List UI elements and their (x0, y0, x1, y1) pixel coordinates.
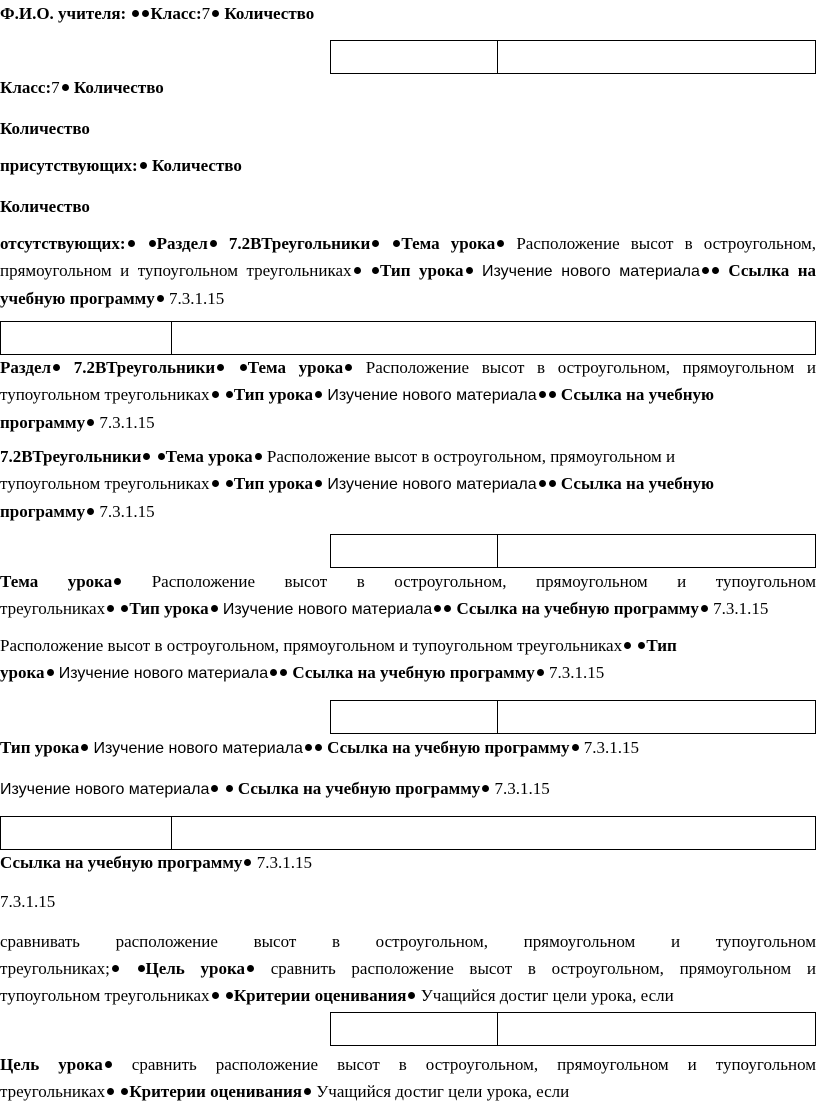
paragraph (0, 849, 816, 876)
program-code: 7.3.1.15 (256, 853, 312, 872)
header-line (0, 0, 816, 27)
text-line (0, 632, 816, 659)
program-code-line: 7.3.1.15 (0, 892, 56, 911)
topic-value: тупоугольном треугольниках (0, 474, 210, 493)
count-label: Количество (73, 78, 164, 97)
table-cell (497, 41, 815, 73)
bullet-icon (354, 267, 361, 274)
bullet-icon (247, 965, 254, 972)
table-cell (331, 701, 497, 733)
lesson-goal-label: Цель урока (0, 1055, 103, 1074)
bullet-icon (62, 84, 69, 91)
bullet-icon (572, 744, 579, 751)
lesson-type-value: Изучение нового материала (0, 781, 210, 798)
lesson-type-label: Тип урока (233, 385, 314, 404)
text-line (0, 659, 816, 687)
section-label: Раздел (0, 358, 52, 377)
lesson-goal-value: тупоугольном треугольниках (0, 986, 210, 1005)
bullet-icon (210, 240, 217, 247)
count-label: Количество (224, 4, 315, 23)
criteria-label: Критерии оценивания (233, 986, 407, 1005)
bullet-icon (105, 1061, 112, 1068)
bullet-icon (140, 162, 147, 169)
text-line (0, 257, 816, 285)
lesson-type-label: Тип урока (129, 599, 209, 618)
lesson-type-value: Изучение нового материала (222, 601, 433, 618)
lesson-type-value: Изучение нового материала (327, 387, 537, 404)
text-line (0, 982, 816, 1009)
table-block (330, 40, 816, 74)
lesson-type-value: Изучение нового материала (327, 476, 537, 493)
topic-value: Расположение высот в остроугольном, прямоугольном и (266, 447, 676, 466)
bullet-icon (393, 240, 400, 247)
table-cell (331, 535, 497, 567)
topic-value: треугольниках (0, 599, 106, 618)
bullet-icon (244, 859, 251, 866)
section-value: 7.2ВТреугольники (73, 358, 216, 377)
bullet-icon (315, 391, 322, 398)
bullet-icon (315, 480, 322, 487)
bullet-icon (372, 240, 379, 247)
table-block (330, 534, 816, 568)
program-link-label: Ссылка на учебную программу (237, 779, 481, 798)
bullet-icon (240, 364, 247, 371)
bullet-icon (315, 744, 322, 751)
bullet-icon (53, 364, 60, 371)
bullet-icon (226, 992, 233, 999)
class-line (0, 74, 816, 101)
table-cell (497, 535, 815, 567)
program-code: 7.3.1.15 (99, 413, 155, 432)
table-cell (1, 817, 171, 849)
bullet-icon (701, 605, 708, 612)
program-link-label: Ссылка на учебную программу (456, 599, 699, 618)
bullet-icon (142, 10, 149, 17)
text-line (0, 381, 816, 409)
count-line: Количество (0, 119, 90, 138)
lesson-goal-value: треугольниках (0, 1082, 106, 1101)
bullet-icon (87, 419, 94, 426)
bullet-icon (149, 240, 156, 247)
program-link-label: Ссылка на учебную программу (327, 738, 570, 757)
bullet-icon (226, 785, 233, 792)
bullet-icon (143, 453, 150, 460)
bullet-icon (81, 744, 88, 751)
program-link-label: Ссылка на учебную программу (0, 853, 243, 872)
bullet-icon (702, 267, 709, 274)
table-block (330, 700, 816, 734)
topic-label: Тема урока (0, 572, 113, 591)
text-line (0, 568, 816, 595)
bullet-icon (211, 605, 218, 612)
paragraph (0, 1051, 816, 1105)
table-block (0, 321, 816, 355)
criteria-label: Критерии оценивания (129, 1082, 302, 1101)
bullet-icon (304, 1088, 311, 1095)
bullet-icon (211, 785, 218, 792)
program-link-label: Ссылка на учебную программу (292, 663, 535, 682)
table-cell (497, 1013, 815, 1045)
program-link-label: Ссылка на (728, 261, 816, 280)
bullet-icon (226, 480, 233, 487)
topic-value: Расположение высот в остроугольном, прямоугольном и тупоугольном (151, 572, 816, 591)
bullet-icon (280, 669, 287, 676)
bullet-icon (372, 267, 379, 274)
text-line (0, 409, 816, 436)
table-cell (1, 322, 171, 354)
bullet-icon (444, 605, 451, 612)
objective-text: сравнивать расположение высот в остроугольном, прямоугольном и тупоугольном (0, 932, 816, 951)
program-code: 7.3.1.15 (494, 779, 550, 798)
topic-label: Тема урока (247, 358, 344, 377)
section-value: 7.2ВТреугольники (228, 234, 371, 253)
program-link-label: Ссылка на учебную (560, 385, 715, 404)
bullet-icon (624, 642, 631, 649)
bullet-icon (107, 1088, 114, 1095)
text-line (0, 470, 816, 498)
bullet-icon (226, 391, 233, 398)
bullet-icon (157, 295, 164, 302)
bullet-icon (158, 453, 165, 460)
text-line (0, 443, 816, 470)
lesson-goal-label: Цель урока (145, 959, 245, 978)
paragraph (0, 734, 816, 762)
bullet-icon (539, 391, 546, 398)
count-line: Количество (0, 197, 90, 216)
program-code: 7.3.1.15 (169, 289, 225, 308)
table-cell (171, 817, 815, 849)
paragraph (0, 230, 816, 312)
class-value: 7 (51, 78, 60, 97)
text-line (0, 928, 816, 955)
bullet-icon (121, 605, 128, 612)
text-line (0, 955, 816, 982)
paragraph (0, 928, 816, 1009)
bullet-icon (270, 669, 277, 676)
class-label: Класс: (0, 78, 52, 97)
paragraph (0, 568, 816, 623)
bullet-icon (497, 240, 504, 247)
count-label: Количество (151, 156, 242, 175)
absent-label: отсутствующих: (0, 234, 126, 253)
table-cell (331, 41, 497, 73)
table-block (0, 816, 816, 850)
bullet-icon (212, 992, 219, 999)
text-line (0, 354, 816, 381)
text-line (0, 1051, 816, 1078)
bullet-icon (112, 965, 119, 972)
table-cell (497, 701, 815, 733)
objective-text: треугольниках; (0, 959, 110, 978)
program-link-label: Ссылка на учебную (560, 474, 715, 493)
bullet-icon (138, 965, 145, 972)
topic-value: прямоугольном и тупоугольном треугольниках (0, 261, 352, 280)
bullet-icon (114, 578, 121, 585)
text-line (0, 285, 816, 312)
paragraph (0, 443, 816, 525)
bullet-icon (712, 267, 719, 274)
program-code: 7.3.1.15 (99, 502, 155, 521)
present-label: присутствующих: (0, 156, 138, 175)
section-value: 7.2ВТреугольники (0, 447, 142, 466)
program-link-label: программу (0, 413, 86, 432)
present-line (0, 152, 816, 179)
bullet-icon (121, 1088, 128, 1095)
bullet-icon (212, 10, 219, 17)
bullet-icon (549, 480, 556, 487)
lesson-type-label: Тип урока (380, 261, 464, 280)
lesson-type-value: Изучение нового материала (482, 263, 700, 280)
bullet-icon (549, 391, 556, 398)
bullet-icon (482, 785, 489, 792)
text-line (0, 1078, 816, 1105)
topic-label: Тема урока (165, 447, 253, 466)
bullet-icon (132, 10, 139, 17)
bullet-icon (345, 364, 352, 371)
bullet-icon (217, 364, 224, 371)
topic-value: Расположение высот в остроугольном, (516, 234, 816, 253)
lesson-type-label: Тип (646, 636, 677, 655)
program-link-label: учебную программу (0, 289, 155, 308)
lesson-type-label: урока (0, 663, 45, 682)
bullet-icon (87, 508, 94, 515)
bullet-icon (255, 453, 262, 460)
bullet-icon (107, 605, 114, 612)
class-label: Класс: (150, 4, 202, 23)
bullet-icon (212, 480, 219, 487)
program-code: 7.3.1.15 (583, 738, 640, 757)
bullet-icon (47, 669, 54, 676)
criteria-value: Учащийся достиг цели урока, если (316, 1082, 570, 1101)
paragraph (0, 632, 816, 687)
paragraph (0, 354, 816, 436)
program-link-label: программу (0, 502, 86, 521)
section-label: Раздел (156, 234, 208, 253)
text-line (0, 230, 816, 257)
class-value: 7 (201, 4, 211, 23)
lesson-type-value: Изучение нового материала (93, 740, 303, 757)
lesson-goal-value: сравнить расположение высот в остроугольном, прямоугольном и тупоугольном (131, 1055, 816, 1074)
table-cell (171, 322, 815, 354)
lesson-type-value: Изучение нового материала (58, 665, 269, 682)
topic-value: тупоугольном треугольниках (0, 385, 210, 404)
lesson-type-label: Тип урока (233, 474, 314, 493)
text-line (0, 595, 816, 623)
teacher-name-label: Ф.И.О. учителя: (0, 4, 127, 23)
bullet-icon (638, 642, 645, 649)
bullet-icon (466, 267, 473, 274)
table-block (330, 1012, 816, 1046)
bullet-icon (305, 744, 312, 751)
paragraph (0, 775, 816, 803)
bullet-icon (128, 240, 135, 247)
criteria-value: Учащийся достиг цели урока, если (420, 986, 674, 1005)
program-code: 7.3.1.15 (713, 599, 769, 618)
bullet-icon (539, 480, 546, 487)
text-line (0, 498, 816, 525)
bullet-icon (212, 391, 219, 398)
bullet-icon (537, 669, 544, 676)
program-code: 7.3.1.15 (549, 663, 605, 682)
bullet-icon (408, 992, 415, 999)
topic-label: Тема урока (401, 234, 496, 253)
topic-value: Расположение высот в остроугольном, прямоугольном и (365, 358, 816, 377)
lesson-type-label: Тип урока (0, 738, 80, 757)
lesson-goal-value: сравнить расположение высот в остроугольном, прямоугольном и (270, 959, 816, 978)
bullet-icon (434, 605, 441, 612)
table-cell (331, 1013, 497, 1045)
topic-value: Расположение высот в остроугольном, прямоугольном и тупоугольном треугольниках (0, 636, 623, 655)
